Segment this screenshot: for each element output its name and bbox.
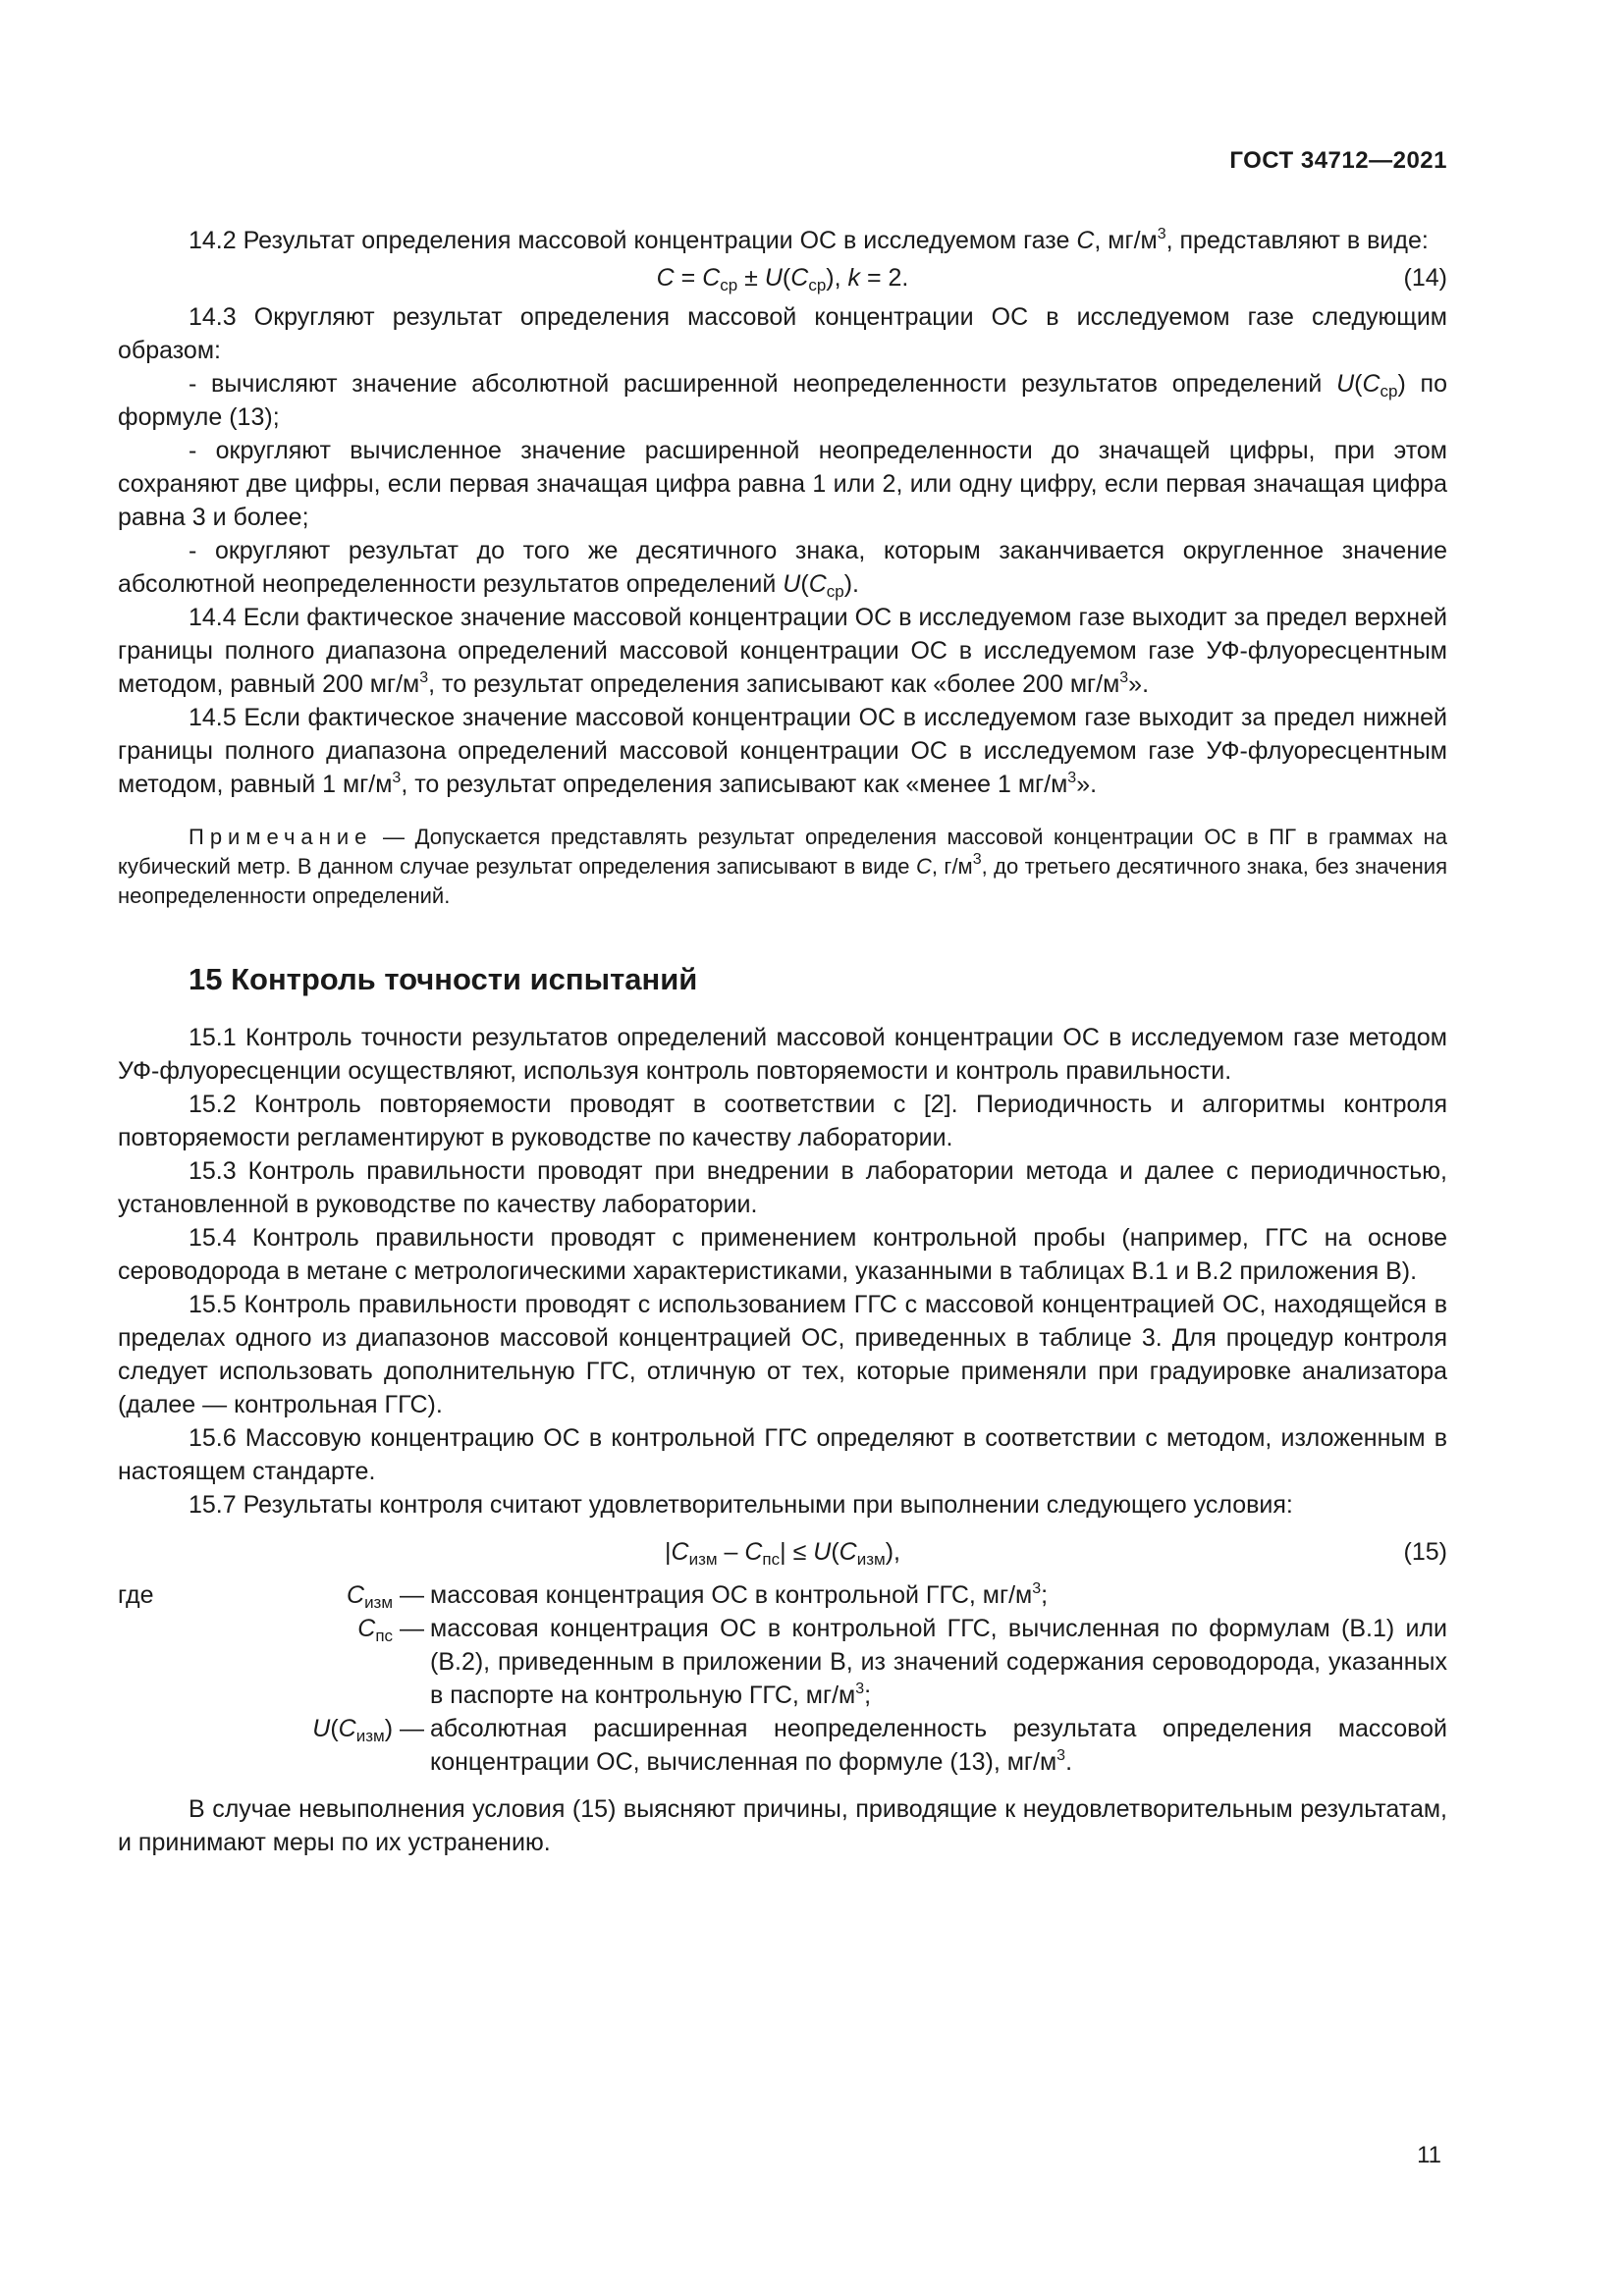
paragraph-14-3: 14.3 Округляют результат определения массовой концентрации ОС в исследуемом газе следующим образом: [118,303,1447,364]
document-body [118,224,1447,1859]
note: Примечание — Допускается представлять результат определения массовой концентрации ОС в ПГ в граммах на кубический метр. В данном случае результат определения записывают в виде C, $г/м^3$, до третьего десятичного знака, без значения неопределенности определений. [118,825,1447,908]
formula-14: $C = C_{ср} \pm U(C_{ср})$, k = 2. (14) [118,261,1447,294]
formula-number: (15) [1403,1538,1447,1566]
where-label: где [118,1581,154,1609]
where-definitions [118,1578,1447,1779]
definition-text: абсолютная расширенная неопределенность результата определения массовой концентрации ОС, вычисленная по формуле (13), $мг/м^3$. [430,1715,1447,1776]
list-item: - вычисляют значение абсолютной расширенной неопределенности результатов определений $U(C_{ср})$ по формуле (13); [118,370,1447,431]
definition-symbol: $U(C_{изм})$ — [312,1715,424,1745]
list-item: - округляют вычисленное значение расширенной неопределенности до значащей цифры, при этом сохраняют две цифры, если первая значащая цифра равна 1 или 2, или одну цифру, если первая значащая цифра равна 3 и более; [118,437,1447,531]
paragraph-14-4: 14.4 Если фактическое значение массовой концентрации ОС в исследуемом газе выходит за предел верхней границы полного диапазона определений массовой концентрации ОС в исследуемом газе УФ-флуоресцентным методом, равный 200 $мг/м^3$, то результат определения записывают как «более 200 $мг/м^3$». [118,604,1447,698]
definition-text: массовая концентрация ОС в контрольной ГГС, вычисленная по формулам (В.1) или (В.2), приведенным в приложении В, из значений содержания сероводорода, указанных в паспорте на контрольную ГГС, $мг/м^3$; [430,1615,1447,1709]
note-label: Примечание [189,825,373,849]
definition-symbol: $C_{изм}$ — [347,1581,424,1612]
paragraph-14-5: 14.5 Если фактическое значение массовой концентрации ОС в исследуемом газе выходит за предел нижней границы полного диапазона определений массовой концентрации ОС в исследуемом газе УФ-флуоресцентным методом, равный 1 $мг/м^3$, то результат определения записывают как «менее 1 $мг/м^3$». [118,704,1447,798]
definition-text: массовая концентрация ОС в контрольной ГГС, $мг/м^3$; [430,1580,1049,1609]
formula-15: $|C_{изм} - C_{пс}| \le U(C_{изм})$, (15) [118,1535,1447,1569]
paragraph-final: В случае невыполнения условия (15) выясняют причины, приводящие к неудовлетворительным результатам, и принимают меры по их устранению. [118,1795,1447,1856]
document-code-header: ГОСТ 34712—2021 [1229,147,1447,174]
section-heading: 15 Контроль точности испытаний [189,962,698,996]
definition-symbol: $C_{пс}$ — [357,1615,424,1645]
paragraph-14-2: 14.2 Результат определения массовой концентрации ОС в исследуемом газе C, $мг/м^3$, представляют в виде: [189,226,1429,254]
page-number: 11 [1417,2142,1441,2168]
paragraph-15-3: 15.3 Контроль правильности проводят при внедрении в лаборатории метода и далее с периодичностью, установленной в руководстве по качеству лаборатории. [118,1157,1447,1218]
paragraph-15-6: 15.6 Массовую концентрацию ОС в контрольной ГГС определяют в соответствии с методом, изложенным в настоящем стандарте. [118,1424,1447,1485]
paragraph-15-1: 15.1 Контроль точности результатов определений массовой концентрации ОС в исследуемом газе методом УФ-флуоресценции осуществляют, используя контроль повторяемости и контроль правильности. [118,1024,1447,1085]
list-item: - округляют результат до того же десятичного знака, которым заканчивается округленное значение абсолютной неопределенности результатов определений $U(C_{ср})$. [118,537,1447,601]
paragraph-15-5: 15.5 Контроль правильности проводят с использованием ГГС с массовой концентрацией ОС, находящейся в пределах одного из диапазонов массовой концентрацией ОС, приведенных в таблице 3. Для процедур контроля следует использовать дополнительную ГГС, отличную от тех, которые применяли при градуировке анализатора (далее — контрольная ГГС). [118,1291,1447,1418]
paragraph-15-7: 15.7 Результаты контроля считают удовлетворительными при выполнении следующего условия: [189,1491,1293,1519]
paragraph-15-4: 15.4 Контроль правильности проводят с применением контрольной пробы (например, ГГС на основе сероводорода в метане с метрологическими характеристиками, указанными в таблицах В.1 и В.2 приложения В). [118,1224,1447,1285]
paragraph-15-2: 15.2 Контроль повторяемости проводят в соответствии с [2]. Периодичность и алгоритмы контроля повторяемости регламентируют в руководстве по качеству лаборатории. [118,1091,1447,1151]
formula-number: (14) [1403,264,1447,292]
